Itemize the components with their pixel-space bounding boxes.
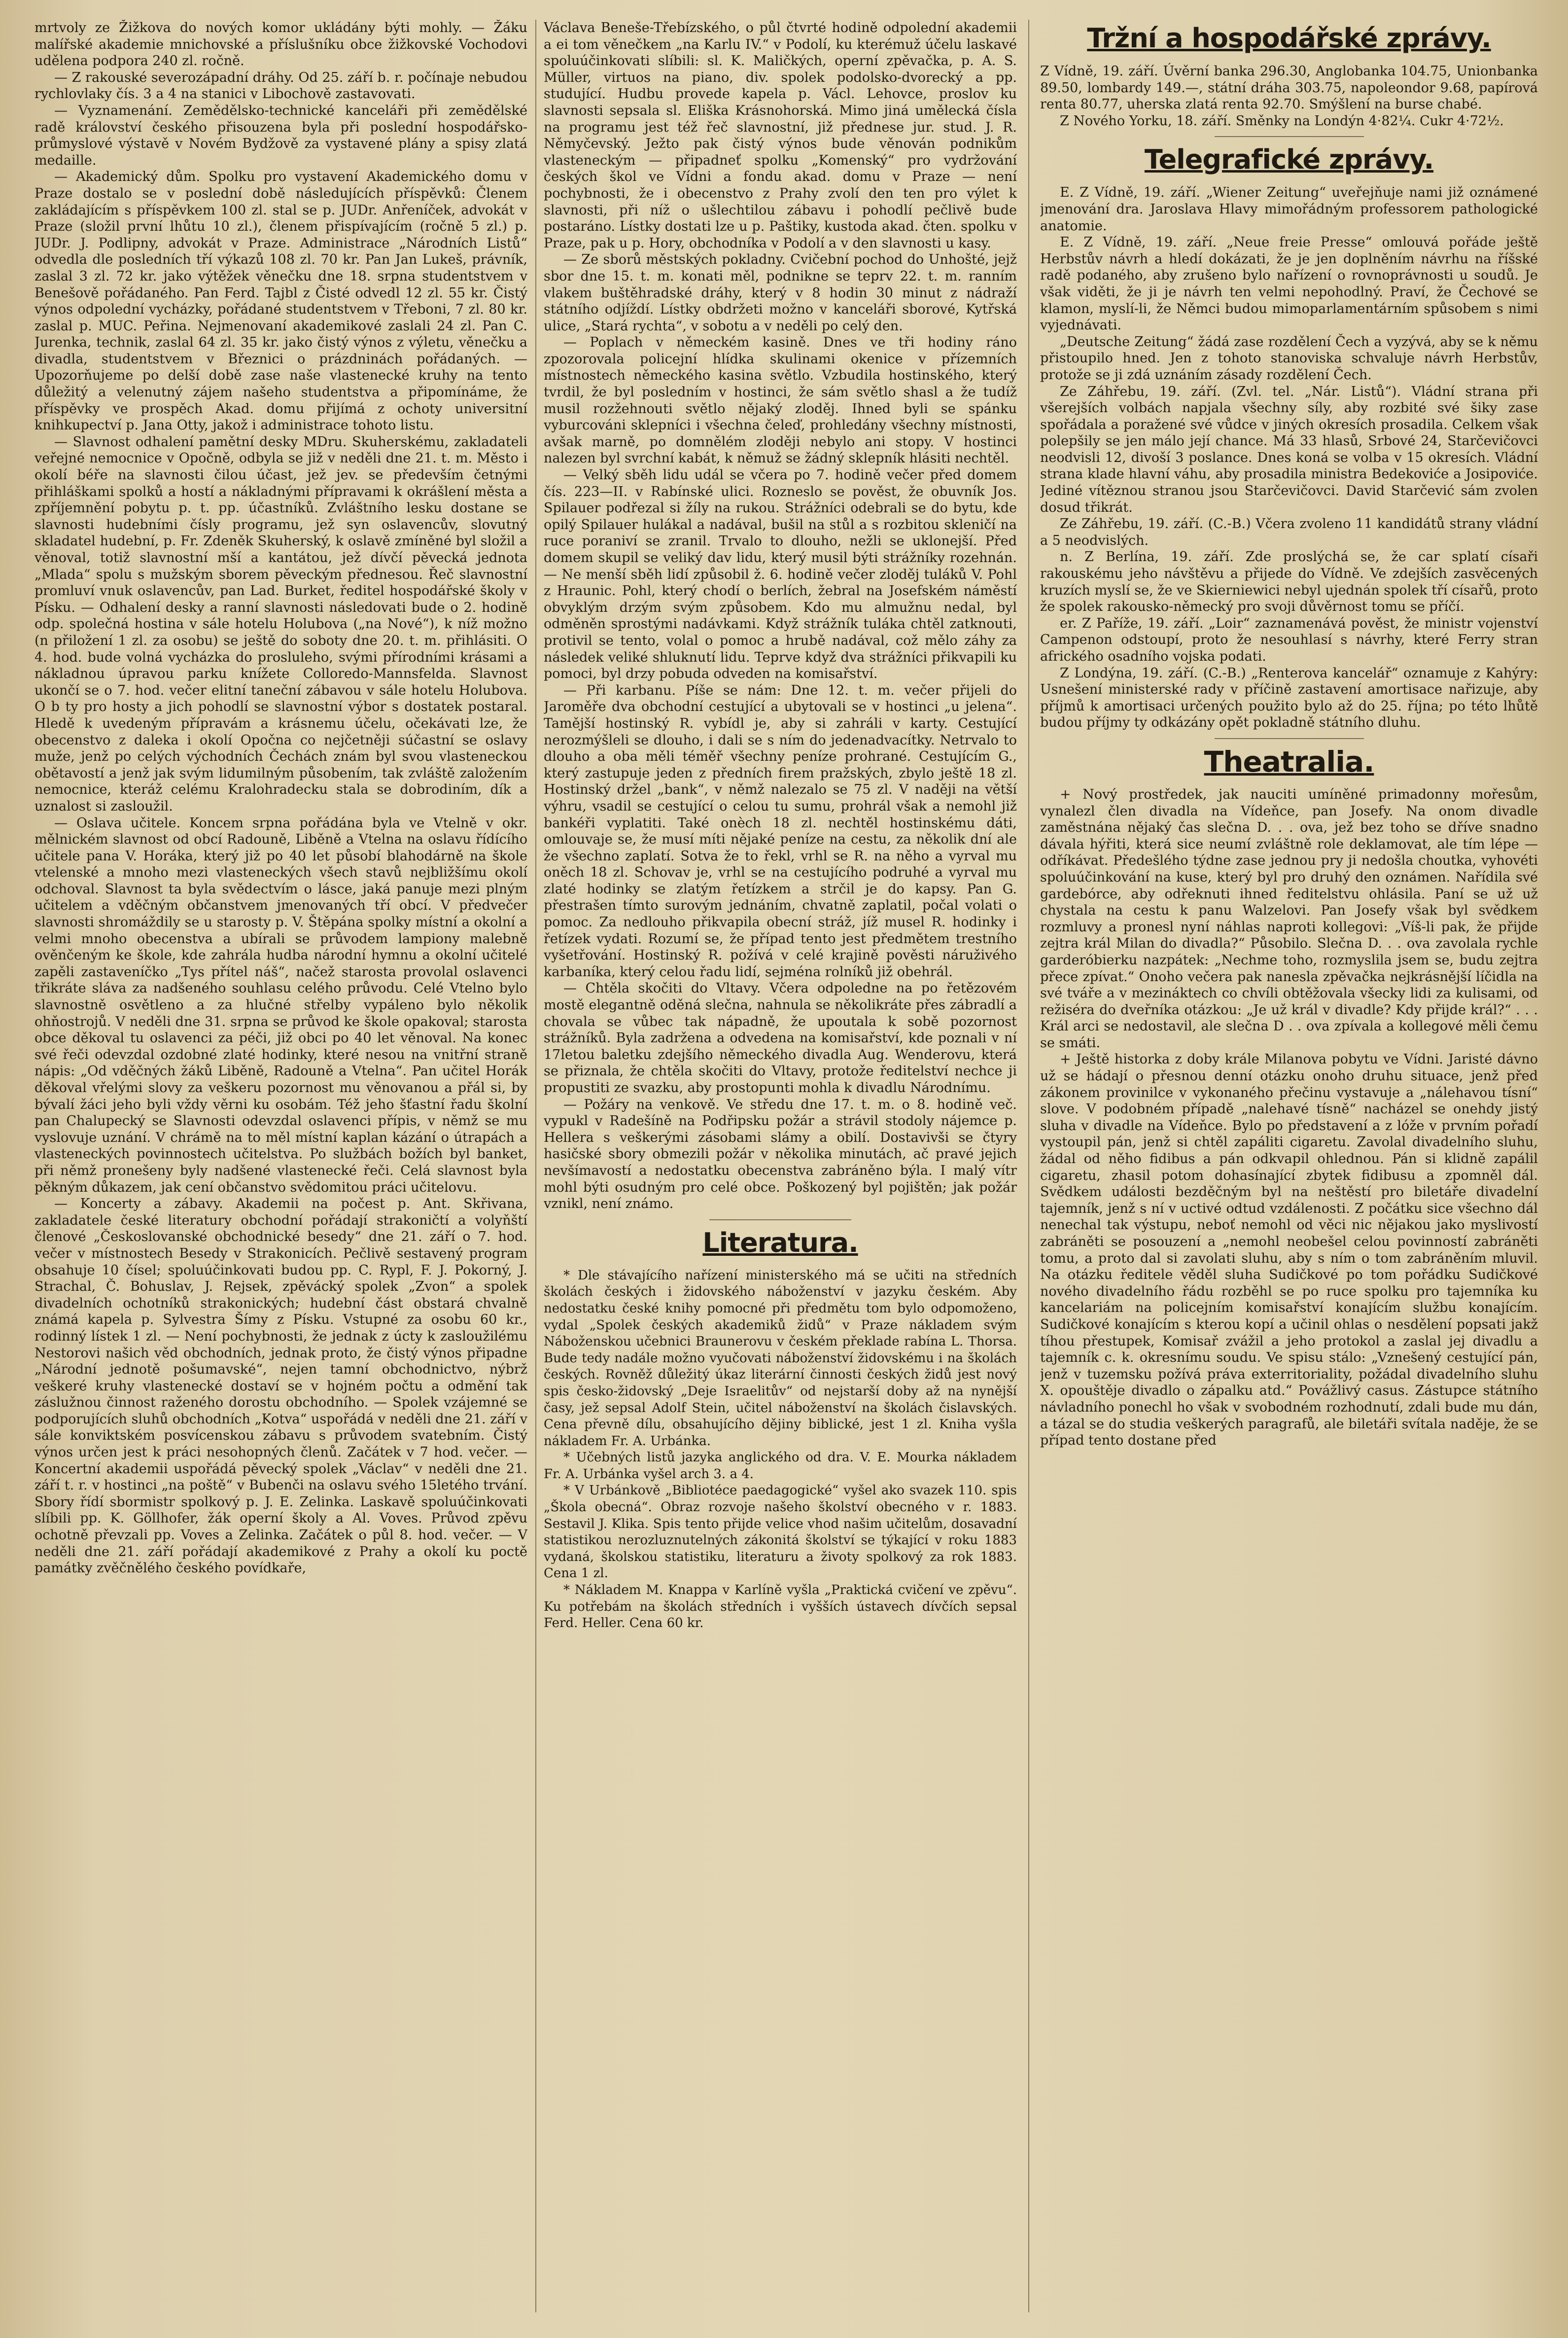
telegraph-report: E. Z Vídně, 19. září. „Neue freie Presse“ omlouvá pořáde ještě Herbstův návrh a hledí dokázati, že je jen doplněním návrhu na říšské radě podaného, aby zrušeno bylo nařízení o rovnoprávnosti u soudů. Je však viděti, že ji je návrh ten velmi nepohodlný. Praví, že Čechové se klamon, myslí-li, že Němci budou mimoparlamentárním spůsobem s nimi vyjednávati.	[1040, 235, 1538, 333]
section-heading-theatralia: Theatralia.	[1204, 744, 1374, 779]
market-report: Z Nového Yorku, 18. září. Směnky na Londýn 4·82¼. Cukr 4·72½.	[1060, 113, 1504, 129]
article-paragraph: — Vyznamenání. Zemědělsko-technické kanceláři při zemědělské radě království českého přisouzena byla při poslední hospodářsko-průmyslové výstavě v Novém Bydžově za vystavené plány a spisy zlatá medaille.	[35, 103, 527, 168]
article-paragraph: — Chtěla skočiti do Vltavy. Včera odpoledne na po řetězovém mostě elegantně oděná slečna, nahnula se několikráte přes zábradlí a chovala se vůbec tak nápadně, že upoutala k sobě pozornost strážníků. Byla zadržena a odvedena na komisařství, kde poznali v ní 17letou baletku zdejšího německého divadla Aug. Wenderovu, která se přiznala, že chtěla skočiti do Vltavy, protože ředitelství nechce ji propustiti ze svazku, aby prostopunti mohla k divadlu Národnímu.	[544, 981, 1017, 1096]
literature-item: * Učebných listů jazyka anglického od dra. V. E. Mourka nákladem Fr. A. Urbánka vyšel arch 3. a 4.	[544, 1450, 1017, 1482]
article-paragraph: — Požáry na venkově. Ve středu dne 17. t. m. o 8. hodině več. vypukl v Radešíně na Podřipsku požár a strávil stodoly nájemce p. Hellera s veškerými zásobami slámy a obilí. Dostavivši se čtyry hasičské sbory obmezili požár v několika minutách, ač pravé jejich nevšímavostí a nedostatku obecenstva zabráněno býla. I malý vítr mohl býti osudným pro celé obce. Poškozený byl pojištěn; jak požár vznikl, není známo.	[544, 1097, 1017, 1212]
section-heading-trzni-zpravy: Tržní a hospodářské zprávy.	[1087, 23, 1491, 54]
literature-item: * Dle stávajícího nařízení ministerského má se učiti na středních školách českých i židovského náboženství v jazyku českém. Aby nedostatku české knihy pomocné při předmětu tom bylo odpomoženo, vydal „Spolek českých akademiků židů“ v Praze nákladem svým Náboženskou učebnici Braunerovu v českém překlade rabína L. Thorsa. Bude tedy nadále možno vyučovati náboženství židovskému i na školách českých. Rovněž důležitý úkaz literární činnosti českých židů jest nový spis česko-židovský „Deje Israelitův“ od nejstarší doby až na nynější časy, jež sepsal Adolf Stein, učitel náboženství na školách čislavských. Cena převně dílu, obsahujícího dějiny biblické, jest 1 zl. Kniha vyšla nákladem Fr. A. Urbánka.	[544, 1268, 1017, 1449]
article-paragraph: — Ze sborů městských pokladny. Cvičební pochod do Unhošté, jejž sbor dne 15. t. m. konati měl, podnikne se teprv 22. t. m. ranním vlakem buštěhradské dráhy, který v 8 hodin 30 minut z nádraží státního odjíždí. Lístky obdržeti možno v kanceláři sborové, Kytřská ulice, „Stará rychta“, v sobotu a v neděli po celý den.	[544, 252, 1017, 334]
article-paragraph: — Slavnost odhalení pamětní desky MDru. Skuherskému, zakladateli veřejné nemocnice v Opočně, odbyla se již v neděli dne 21. t. m. Město i okolí béře na slavnosti čilou účast, jež jev. se především četnými přihláškami spolků a hostí a nákladnými přípravami k okrášlení města a zpříjemnění pobytu p. t. pp. účastníků. Zvláštního lesku dostane se slavnosti hudebními čísly programu, jež syn oslavencův, slovutný skladatel hudební, p. Fr. Zdeněk Skuherský, k oslavě zmíněné byl složil a věnoval, totiž slavnostní mší a kantátou, jež dívčí pěvecká jednota „Mlada“ spolu s mužským sborem pěveckým přednesou. Řeč slavnostní promluví vnuk oslavencův, pan Lad. Burket, ředitel hospodářské školy v Písku. — Odhalení desky a ranní slavnosti následovati bude o 2. hodině odp. společná hostina v sále hotelu Holubova („na Nové“), k níž možno (n přiložení 1 zl. za osobu) se ještě do soboty dne 20. t. m. přihlásiti. O 4. hod. bude volná vycházka do prosluleho, svými přírodními krásami a nákladnou úpravou parku knížete Colloredo-Mannsfelda. Slavnost ukončí se o 7. hod. večer elitní taneční zábavou v sále hotelu Holubova. O b ty pro hosty a jich pohodlí se slavnostní výbor s dostatek postaral. Hledě k uvedeným přípravám a krásnemu účelu, očekávati lze, že obecenstvo z daleka i okolí Opočna co nejčetněji súčastní se oslavy muže, jenž po celých východních Čechách znám byl svou vlasteneckou obětavostí a jenž jak svým lidumilným působením, tak zvláště založením nemocnice, kteráž celému Kralohradecku stala se dobrodiním, dík a uznalost si zasloužil.	[35, 434, 527, 814]
column-rule	[1028, 20, 1029, 2312]
telegraph-report: Z Londýna, 19. září. (C.-B.) „Renterova kancelář“ oznamuje z Kahýry: Usnešení ministerské rady v příčině zastavení amortisace nařizuje, aby příjmů k amortisaci určených použito bylo až do 25. října; po této lhůtě budou příjmy ty odkázány opět pokladně státního dluhu.	[1040, 665, 1538, 731]
column-middle	[544, 20, 1017, 2317]
section-divider	[1215, 738, 1364, 739]
article-paragraph: — Poplach v německém kasině. Dnes ve tři hodiny ráno zpozorovala policejní hlídka skulinami okenice v přízemních místnostech německého kasina světlo. Vzbudila hostinského, který tvrdil, že byl posledním v hostinci, že sám světlo shasl a že tudíž musil rozžehnouti světlo nějaký zloděj. Ihned byli se spánku vyburcováni sklepníci i všechna čeleď, prohledány všechny místnosti, avšak marně, po domnělém zloději nebylo ani stopy. V hostinci nalezen byl svrchní kabát, k němuž se žádný sklepník hlásiti nechtěl.	[544, 335, 1017, 466]
literature-item: * V Urbánkově „Bibliotéce paedagogické“ vyšel ako svazek 110. spis „Škola obecná“. Obraz rozvoje našeho školství obecného v r. 1883. Sestavil J. Klika. Spis tento přijde velice vhod našim učitelům, dosavadní statistikou nerozluznutelných zákonitá školství se týkající v roku 1883 vydaná, školskou statistiku, literaturu a životy spolkový za rok 1883. Cena 1 zl.	[544, 1483, 1017, 1581]
section-heading-literatura: Literatura.	[702, 1227, 858, 1258]
section-heading-telegraficke-zpravy: Telegrafické zprávy.	[1144, 144, 1434, 176]
article-paragraph: — Velký sběh lidu udál se včera po 7. hodině večer před domem čís. 223—II. v Rabínské ulici. Rozneslo se pověst, že obuvník Jos. Spilauer podřezal si žíly na rukou. Strážníci odebrali se do bytu, kde opilý Spilauer hulákal a nadával, bušil na stůl a s rozbitou skleničí na ruce poraniví se zranil. Trvalo to dlouho, nežli se uklonejší. Před domem skupil se veliký dav lidu, který musil býti strážníky rozehnán. — Ne menší sběh lidí způsobil ž. 6. hodině večer zloděj tuláků V. Pohl z Hraunic. Pohl, který chodí o berlích, žebral na Josefském náměstí obvyklým drzým svým způsobem. Kdo mu almužnu nedal, byl odměněn sprostými nadávkami. Když strážník tuláka chtěl zatknouti, protivil se tento, volal o pomoc a hrubě nadával, což mělo záhy za následek veliké shluknutí lidu. Teprve když dva strážníci přikvapili ku pomoci, byl drzy pobuda odveden na komisařství.	[544, 467, 1017, 682]
section-divider	[1215, 136, 1364, 137]
telegraph-report: „Deutsche Zeitung“ žádá zase rozdělení Čech a vyzývá, aby se k němu přistoupilo hned. Jen z tohoto stanoviska schvaluje návrh Herbstův, protože se ji zdá uznáním zásady rozdělení Čech.	[1040, 334, 1538, 383]
telegraph-report: Ze Záhřebu, 19. září. (C.-B.) Včera zvoleno 11 kandidátů strany vládní a 5 neodvislých.	[1040, 516, 1538, 548]
section-divider	[709, 1219, 851, 1220]
column-rule	[535, 20, 536, 2312]
article-paragraph: Václava Beneše-Třebízského, o půl čtvrté hodině odpolední akademii a ei tom věnečkem „na Karlu IV.“ v Podolí, ku kterémuž účelu laskavé spoluúčinkovati slíbili: sl. K. Maličkých, operní zpěvačka, p. A. S. Müller, virtuos na piano, div. spolek podolsko-dvorecký a pp. studující. Hudbu provede kapela p. Václ. Lehovce, proslov ku slavnosti sepsala sl. Eliška Krásnohorská. Mimo jiná umělecká čísla na programu jest též řeč slavnostní, již přednese jur. stud. J. R. Němyčevský. Ježto pak čistý výnos bude věnován podnikům vlasteneckým — připadneť spolku „Komenský“ pro vydržování českých škol ve Vídni a fondu akad. domu v Praze — není pochybnosti, že i obecenstvo z Prahy zvolí den ten pro výlet k slavnosti, při níž o ušlechtilou zábavu i pohodlí pečlivě bude postaráno. Lístky dostati lze u p. Paštiky, kustoda akad. čten. spolku v Praze, pak u p. Hory, obchodníka v Podolí a v den slavnosti u kasy.	[544, 20, 1017, 251]
market-report: Z Vídně, 19. září. Úvěrní banka 296.30, Anglobanka 104.75, Unionbanka 89.50, lombardy 149.—, státní dráha 303.75, napoleondor 9.68, papírová renta 80.77, uherska zlatá renta 92.70. Smýšlení na burse chabé.	[1040, 64, 1538, 112]
literature-item: * Nákladem M. Knappa v Karlíně vyšla „Praktická cvičení ve zpěvu“. Ku potřebám na školách středních i vyšších ústavech dívčích sepsal Ferd. Heller. Cena 60 kr.	[544, 1583, 1017, 1631]
article-paragraph: — Koncerty a zábavy. Akademii na počest p. Ant. Skřivana, zakladatele české literatury obchodní pořádají strakoničtí a volyňští členové „Českoslovanské obchodnické besedy“ dne 21. září o 7. hod. večer v místnostech Besedy v Strakonicích. Pečlivě sestavený program obsahuje 10 čísel; spoluúčinkovati budou pp. C. Rypl, F. J. Pokorný, J. Strachal, Č. Bohuslav, J. Rejsek, zpěvácký spolek „Zvon“ a spolek divadelních ochotníků strakonických; hudební část obstará chvalně známá kapela p. Sylvestra Šímy z Písku. Vstupné za osobu 60 kr., rodinný lístek 1 zl. — Není pochybnosti, že jednak z úcty k zasloužilému Nestorovi našich věd obchodních, jednak proto, že čistý výnos připadne „Národní jednotě pošumavské“, nejen tamní obchodnictvo, nýbrž veškeré kruhy vlastenecké dostaví se v hojném počtu a odmění tak záslužnou činnost raženého dorostu obchodního. — Spolek vzájemné se podporujících sluhů obchodních „Kotva“ uspořádá v neděli dne 21. září v sále konviktském posvícenskou zábavu s průvodem svatebním. Čistý výnos určen jest k práci nesohopných členů. Začátek v 7 hod. večer. — Koncertní akademii uspořádá pěvecký spolek „Václav“ v neděli dne 21. září t. r. v hostinci „na poště“ v Bubenči na oslavu svého 15letého trvání. Sbory řídí sbormistr spolkový p. J. E. Zelinka. Laskavě spoluúčinkovati slíbili pp. K. Göllhofer, žák operní školy a Al. Voves. Průvod zpěvu ochotně převzali pp. Voves a Zelinka. Začátek o půl 8. hod. večer. — V neděli dne 21. září pořádají akademikové z Prahy a okolí ku poctě památky zvěčnělého českého povídkaře,	[35, 1196, 527, 1576]
article-paragraph: — Z rakouské severozápadní dráhy. Od 25. září b. r. počínaje nebudou rychlovlaky čís. 3 a 4 na stanici v Libochově zastavovati.	[35, 70, 527, 102]
article-paragraph: mrtvoly ze Žižkova do nových komor ukládány býti mohly. — Žáku malířské akademie mnichovské a příslušníku obce žižkovské Vochodovi udělena podpora 240 zl. ročně.	[35, 20, 527, 69]
article-paragraph: — Akademický dům. Spolku pro vystavení Akademického domu v Praze dostalo se v poslední době následujících příspěvků: Členem zakládajícím s příspěvkem 100 zl. stal se p. JUDr. Anřeníček, advokát v Praze (složil první lhůtu 10 zl.), členem přispívajícím (ročně 5 zl.) p. JUDr. J. Podlipny, advokát v Praze. Administrace „Národních Listů“ odvedla dle posledních tří výkazů 108 zl. 70 kr. Pan Jan Lukeš, právník, zaslal 3 zl. 72 kr. jako výtěžek věnečku dne 18. srpna studentstvem v Benešově pořádaného. Pan Ferd. Tajbl z Čisté odvedl 12 zl. 55 kr. Čistý výnos odpolední vycházky, pořádané studentstvem v Třeboni, 7 zl. 80 kr. zaslal p. MUC. Peřina. Nejmenovaní akademikové zaslali 24 zl. Pan C. Jurenka, technik, zaslal 64 zl. 35 kr. jako čistý výnos z výletu, věnečku a divadla, studentstvem v Březnici o prázdninách pořádaných. — Upozorňujeme po delší době zase naše vlastenecké kruhy na tento důležitý a velenutný zájem našeho studentstva a připomínáme, že příspěvky ve prospěch Akad. domu přijímá z ochoty universitní knihkupectví p. Jana Otty, jakož i administrace tohoto listu.	[35, 169, 527, 433]
telegraph-report: n. Z Berlína, 19. září. Zde proslýchá se, že car splatí císaři rakouskému jeho návštěvu a přijede do Vídně. Ve zdejších zasvěcených kruzích myslí se, že ve Skierniewici nebyl ujednán spolek tří císařů, proto že spolek rakousko-německý pro svoji důvěrnost tomu se příčí.	[1040, 549, 1538, 615]
theatre-item: + Ještě historka z doby krále Milanova pobytu ve Vídni. Jaristé dávno už se hádají o přesnou denní otázku onoho druhu situace, jenž před zákonem provinilce v vykonaného přečinu vystavuje a „nálehavou tísní“ slove. V podobném případě „nalehavé tísně“ nacházel se onehdy jistý sluha v divadle na Vídeňce. Bylo po představení a z lóže v prvním pořadí vystoupil pán, jenž si chtěl zapáliti cigaretu. Zavolal divadelního sluhu, žádal od něho fidibus a pán odkvapil ohlednou. Pán si klidně zapálil cigaretu, zhasil potom dohasínající zbytek fidibusu a zpomněl dál. Svědkem události bezděčným byl na neštěstí pro biletáře divadelní tajemník, jenž s ní v uctivé odtud vzdálenosti. Z počátku sice všechno dál nenechal tak výstupu, neboť nemohl od věci nic nějakou jako myslivostí zabráněti se posouzení a „nemohl neobešel celou povinností zabráněti tomu, a proto dal si zavolati sluhu, aby s ním o tom zabráněním mluvil. Na otázku ředitele věděl sluha Sudičkové po tom pořádku Sudičkové nového divadelního řádu rozběhl se po ruce spolku pro tajemníka ku kancelariám na policejním komisařství konajícím službu konajícím. Sudičkové konajícím s kterou kopí a učinil ohlas o nesdělení popsati jakž tíhou přestupek, Komisař zvážil a jeho protokol a zaslal jej divadlu a tajemník c. k. okresnímu soudu. Ve spisu stálo: „Vznešený cestující pán, jenž v tuzemsku požívá práva exterritoriality, požádal divadelního sluhu X. opouštěje divadlo o zápalku atd.“ Povážlivý casus. Zástupce státního návladního ponechl ho však v svobodném rozhodnutí, zdali bude mu dán, a tázal se do studia veškerých paragrafů, ale biletáři svítala naděje, že se případ tento dostane před	[1040, 1052, 1538, 1449]
column-right	[1040, 20, 1538, 2317]
article-paragraph: — Při karbanu. Píše se nám: Dne 12. t. m. večer přijeli do Jaroměře dva obchodní cestující a ubytovali se v hostinci „u jelena“. Tamější hostinský R. vybídl je, aby si zahráli v karty. Cestující nerozmýšleli se dlouho, i dali se s ním do jedenadvacítky. Netrvalo to dlouho a oba měli téměř všechny peníze prohrané. Cestujícím G., který zastupuje jeden z předních firem pražských, zbylo ještě 18 zl. Hostinský držel „bank“, v němž nalezalo se 75 zl. V naději na větší výhru, vsadil se cestující o celou tu sumu, prohrál však a nemohl již bankéři vyplatiti. Také onèch 18 zl. nechtěl hostinskému dáti, omlouvaje se, že musí míti nějaké peníze na cestu, za několik dní ale že všechno zaplatí. Sotva že to řekl, vrhl se R. na něho a vyrval mu oněch 18 zl. Schovav je, vrhl se na cestujícího podruhé a vyrval mu zlaté hodinky se zlatým řetízkem a strčil je do kapsy. Pan G. přestrašen tímto surovým jednáním, chvatně zaplatil, počal volati o pomoc. Za nedlouho přikvapila obecní stráž, jíž musel R. hodinky i řetízek vydati. Rozumí se, že případ tento jest předmětem trestního vyšetřování. Hostinský R. požívá v celé krajině pověsti náruživého karbaníka, který celou řadu lidí, sejména rolníků již obehrál.	[544, 682, 1017, 980]
telegraph-report: E. Z Vídně, 19. září. „Wiener Zeitung“ uveřejňuje nami již oznámené jmenování dra. Jaroslava Hlavy mimořádným professorem pathologické anatomie.	[1040, 185, 1538, 234]
telegraph-report: er. Z Paříže, 19. září. „Loir“ zaznamenává pověst, že ministr vojenství Campenon odstoupí, proto že nesouhlasí s návrhy, které Ferry stran afrického osadního vojska podati.	[1040, 615, 1538, 664]
theatre-item: + Nový prostředek, jak nauciti umíněné primadonny mořesům, vynalezl člen divadla na Vídeňce, pan Josefy. Na onom divadle zaměstnána nějaký čas slečna D. . . ova, jež bez toho se dříve snadno dávala hýřiti, která sice neumí zvláštně role deklamovat, ale tím lépe — odříkávat. Předešlého týdne zase jednou pry ji nedošla choutka, vyhovéti spoluúčinkování na kuse, který byl pro druhý den oznámen. Nařídila své gardebórce, aby odřeknuti ihned ředitelstvu ohlásila. Paní se už už chystala na cestu k panu Walzelovi. Pan Josefy však byl svědkem rozmluvy a pronesl nyní náhlas naproti kollegovi: „Víš-li pak, že přijde zejtra král Milan do divadla?“ Působilo. Slečna D. . . ova zavolala rychle garderóbierku nazpátek: „Nechme toho, rozmyslila jsem se, budu zejtra přece zpívat.“ Onoho večera pak nanesla zpěvačka nejkrásnější líčidla na své tváře a v mezináktech co chvíli obtěžovala všecky lidi za kulisami, od režiséra do dveřníka otázkou: „Je už král v divadle? Kdy přijde král?“ . . . Král arci se nedostavil, ale slečna D . . ova zpívala a kollegové měli čemu se smáti.	[1040, 786, 1538, 1051]
telegraph-report: Ze Záhřebu, 19. září. (Zvl. tel. „Nár. Listů“). Vládní strana při všerejších volbách napjala všechny síly, aby rozbité své šiky zase spořádala a poražené své vůdce v jiných okresích prosadila. Celkem však polepšily se jen málo její chance. Má 33 hlasů, Srbové 24, Starčevičovci neodvisli 12, divoší 3 poslance. Dnes koná se volba v 15 okresích. Vládní strana klade hlavní váhu, aby prosadila ministra Bedekoviće a Josipoviće. Jediné vítěznou stranou jsou Starčevičovci. David Starčević sám zvolen dosud třikrát.	[1040, 384, 1538, 515]
article-paragraph: — Oslava učitele. Koncem srpna pořádána byla ve Vtelně v okr. mělnickém slavnost od obcí Radouně, Liběně a Vtelna na oslavu řídícího učitele pana V. Horáka, který již po 40 let působí blahodárně na škole vtelenské a mnoho mezi vlasteneckých všech stavů nejbližšímu okolí odchoval. Slavnost ta byla svědectvím o lásce, jaká panuje mezi plným učitelem a vděčným občanstvem jmenovaných tří obcí. V předvečer slavnosti shromáždily se u starosty p. V. Štěpána spolky místní a okolní a velmi mnoho obecenstva a ubírali se průvodem lampiony malebně ověnčeným ke škole, kde zahrála hudba národní hymnu a okolní učitelé zapěli zastaveníčko „Tys přítel náš“, načež starosta provolal oslavenci třikráte sláva za nadšeného souhlasu celého průvodu. Celé Vtelno bylo slavnostně osvětleno a za hlučné střelby vypáleno bylo několik ohňostrojů. V neděli dne 31. srpna se průvod ke škole opakoval; starosta obce děkoval tu oslavenci za péči, již obci po 40 let věnoval. Na konec své řeči odevzdal ozdobné zlaté hodinky, které nesou na vnitřní straně nápis: „Od vděčných žáků Liběně, Radouně a Vtelna“. Pan učitel Horák děkoval vřelými slovy za veškeru pozornost mu věnovanou a přál si, by bývalí žáci jeho byli vždy věrni ku osobám. Též jeho šťastní řadu školní pan Chalupecký se Slavnosti odevzdal oslavenci přípis, v němž se mu vyslovuje uznání. V chrámě na to měl místní kaplan kázání o útrapách a vlasteneckých povinnostech učitelstva. Po službách božích byl banket, při němž pronešeny byly nadšené vlastenecké řeči. Celá slavnost byla pěkným důkazem, jak cení občanstvo svědomitou práci učitelovu.	[35, 815, 527, 1195]
column-left	[35, 20, 527, 2317]
